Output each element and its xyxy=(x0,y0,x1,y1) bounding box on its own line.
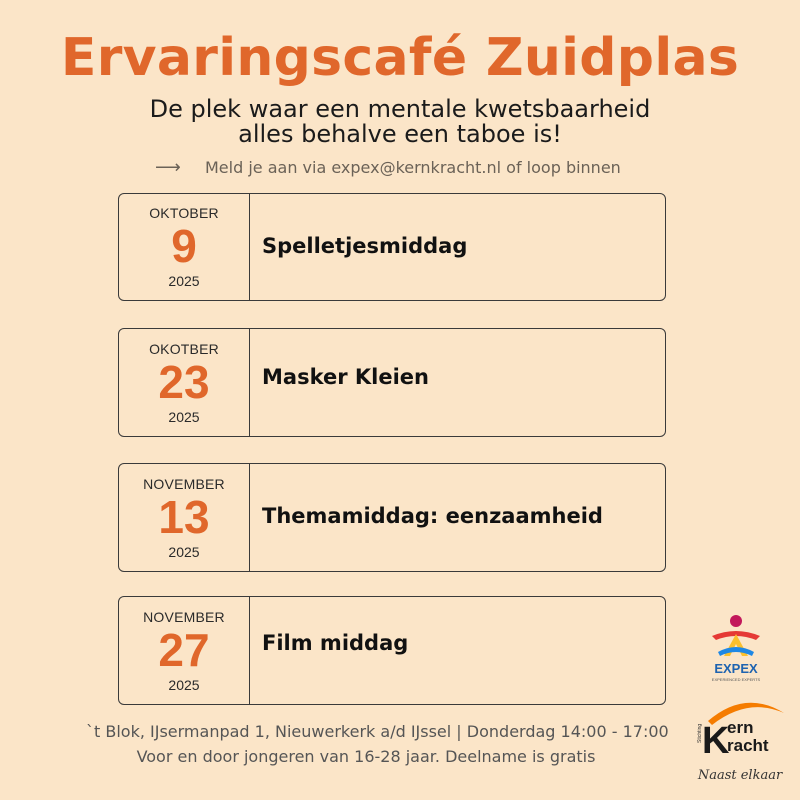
kern-top: ern xyxy=(727,718,754,737)
event-title: Masker Kleien xyxy=(262,365,429,389)
expex-sub: EXPERIENCED EXPERTS xyxy=(711,677,761,682)
event-month: OKTOBER xyxy=(149,205,219,221)
event-card-2 xyxy=(118,328,666,437)
arrow-right-icon: ⟶ xyxy=(155,156,181,178)
expex-name: EXPEX xyxy=(714,661,758,676)
event-date xyxy=(119,329,250,436)
event-card-1 xyxy=(118,193,666,301)
logo-head xyxy=(730,615,742,627)
subtitle-line-1: De plek waar een mentale kwetsbaarheid xyxy=(149,95,651,123)
logo-swoosh xyxy=(718,647,754,656)
event-year: 2025 xyxy=(168,676,200,693)
kern-k: K xyxy=(702,720,730,762)
event-title: Spelletjesmiddag xyxy=(262,234,468,258)
audience-note: Voor en door jongeren van 16-28 jaar. Deelname is gratis xyxy=(136,747,596,766)
location-time: `t Blok, IJsermanpad 1, Nieuwerkerk a/d IJssel | Donderdag 14:00 - 17:00 xyxy=(86,722,669,741)
signup-note xyxy=(155,156,675,178)
event-title: Film middag xyxy=(262,631,409,655)
expex-logo xyxy=(704,612,768,684)
event-date xyxy=(119,597,250,704)
page-title: Ervaringscafé Zuidplas xyxy=(60,28,740,88)
event-year: 2025 xyxy=(168,408,200,425)
event-month: NOVEMBER xyxy=(143,475,225,492)
subtitle xyxy=(0,97,800,147)
event-year: 2025 xyxy=(168,543,200,560)
event-day: 27 xyxy=(158,623,210,676)
kern-bottom: racht xyxy=(727,736,769,755)
event-year: 2025 xyxy=(168,273,200,289)
kernkracht-logo xyxy=(690,693,790,788)
event-card-4 xyxy=(118,596,666,705)
event-date xyxy=(119,464,250,571)
kern-tagline: Naast elkaar xyxy=(697,768,783,783)
event-day: 23 xyxy=(158,355,210,408)
subtitle-line-2: alles behalve een taboe is! xyxy=(238,120,562,148)
kern-side-text: Stichting xyxy=(697,723,703,743)
event-month: NOVEMBER xyxy=(143,608,225,625)
event-card-3 xyxy=(118,463,666,572)
signup-text: Meld je aan via expex@kernkracht.nl of loop binnen xyxy=(205,157,621,177)
event-day: 13 xyxy=(158,490,210,543)
event-title: Themamiddag: eenzaamheid xyxy=(262,504,603,528)
event-month: OKOTBER xyxy=(149,340,219,357)
event-day: 9 xyxy=(171,220,197,272)
event-date xyxy=(119,194,250,300)
